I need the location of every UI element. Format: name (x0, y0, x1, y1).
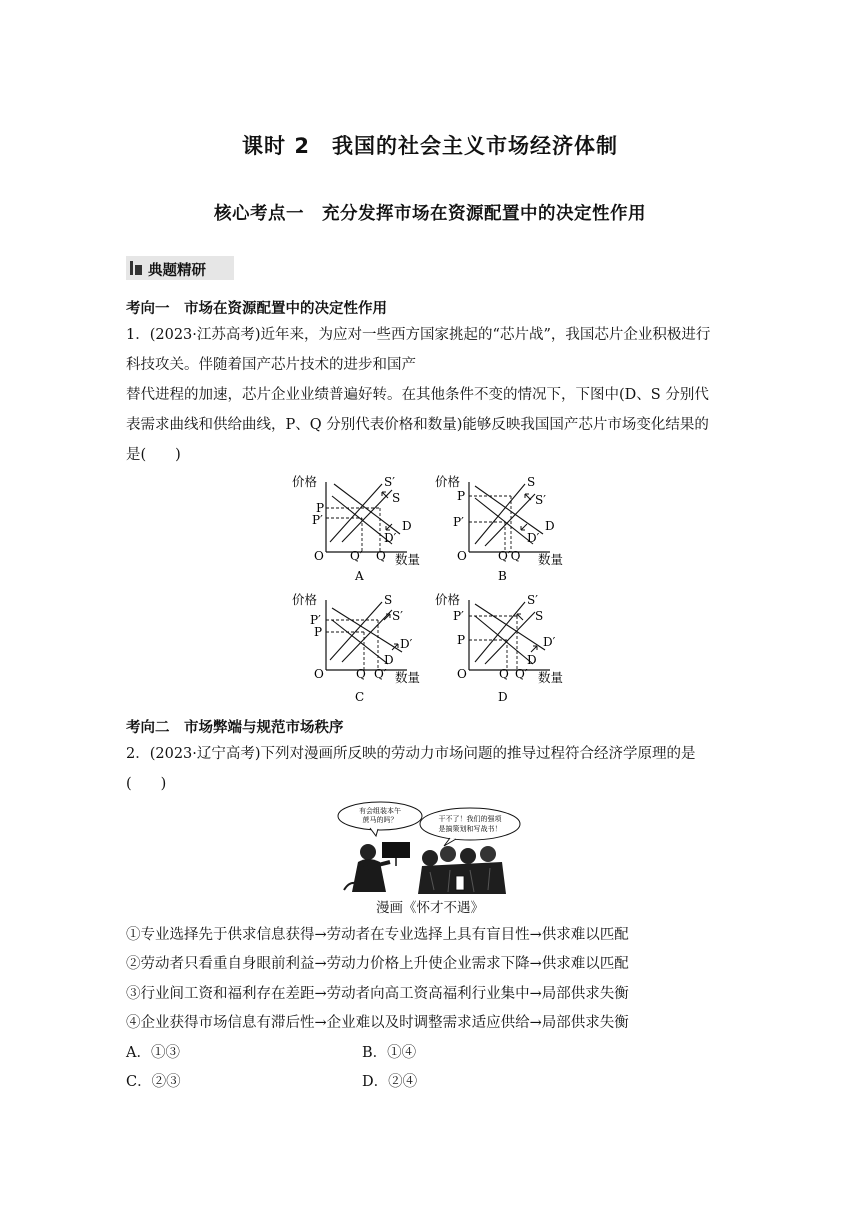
statement-item: ①专业选择先于供求信息获得→劳动者在专业选择上具有盲目性→供求难以匹配 (126, 927, 629, 943)
y-tick: P′ (453, 515, 464, 529)
x-tick: Q (499, 667, 509, 681)
y-axis-label: 价格 (292, 474, 318, 489)
bubble-right-text: 是搞策划和写战书！ (438, 825, 502, 833)
x-tick: Q (376, 549, 386, 563)
x-axis-label: 数量 (395, 552, 421, 567)
direction-one-heading: 考向一 市场在资源配置中的决定性作用 (126, 301, 387, 317)
curve-label: S (535, 609, 544, 623)
option-a[interactable]: A．①③ (126, 1045, 180, 1061)
q2-line: 2．(2023·辽宁高考)下列对漫画所反映的劳动力市场问题的推导过程符合经济学原理的是 (126, 746, 696, 762)
option-b[interactable]: B．①④ (362, 1045, 417, 1061)
curve-label: S′ (527, 593, 538, 607)
q1-line: 是( ) (126, 447, 181, 463)
x-tick: Q′Q (498, 549, 521, 563)
origin-label: O (457, 667, 467, 681)
statement-item: ②劳动者只看重自身眼前利益→劳动力价格上升使企业需求下降→供求难以匹配 (126, 956, 629, 972)
graph-label: C (355, 690, 365, 704)
y-tick: P′ (453, 609, 464, 623)
q1-line: 1．(2023·江苏高考)近年来，为应对一些西方国家挑起的“芯片战”，我国芯片企业积极进行 (126, 327, 711, 343)
badge-label: 典题精研 (148, 263, 206, 279)
badge-icon (130, 261, 142, 275)
x-tick: Q′ (374, 667, 387, 681)
curve-label: S (527, 475, 536, 489)
y-tick: P (457, 633, 466, 647)
curve-label: S′ (535, 493, 546, 507)
section-badge (126, 256, 234, 280)
bubble-left-text: 蔗马的吗？ (362, 816, 398, 824)
curve-label: S (392, 491, 401, 505)
statement-item: ③行业间工资和福利存在差距→劳动者向高工资高福利行业集中→局部供求失衡 (126, 986, 629, 1002)
curve-label: S′ (384, 475, 395, 489)
y-tick: P (457, 489, 466, 503)
curve-label: D′ (527, 531, 540, 545)
graph-label: D (498, 690, 508, 704)
section-title: 核心考点一 充分发挥市场在资源配置中的决定性作用 (214, 204, 646, 224)
graph-b (435, 472, 575, 582)
cartoon-image (330, 800, 530, 896)
q1-line: 表需求曲线和供给曲线，P、Q 分别代表价格和数量)能够反映我国国产芯片市场变化结果的 (126, 417, 709, 433)
y-axis-label: 价格 (435, 592, 461, 607)
origin-label: O (314, 549, 324, 563)
graph-c (292, 590, 432, 705)
origin-label: O (457, 549, 467, 563)
y-axis-label: 价格 (292, 592, 318, 607)
curve-label: D′ (400, 637, 413, 651)
curve-label: D (545, 519, 555, 533)
statement-item: ④企业获得市场信息有滞后性→企业难以及时调整需求适应供给→局部供求失衡 (126, 1015, 629, 1031)
curve-label: S′ (392, 609, 403, 623)
x-axis-label: 数量 (538, 670, 564, 685)
origin-label: O (314, 667, 324, 681)
graph-label: B (498, 569, 507, 582)
graph-d (435, 590, 575, 705)
x-tick: Q′ (350, 549, 363, 563)
curve-label: D′ (384, 531, 397, 545)
y-tick: P (316, 501, 325, 515)
y-tick: P′ (310, 613, 321, 627)
x-axis-label: 数量 (395, 670, 421, 685)
x-tick: Q (356, 667, 366, 681)
cartoon-caption: 漫画《怀才不遇》 (376, 900, 484, 916)
q1-line: 替代进程的加速，芯片企业业绩普遍好转。在其他条件不变的情况下，下图中(D、S 分别代 (126, 387, 709, 403)
curve-label: D (527, 653, 537, 667)
lesson-title: 课时 2 我国的社会主义市场经济体制 (242, 134, 618, 158)
x-axis-label: 数量 (538, 552, 564, 567)
graph-a (292, 472, 432, 582)
bubble-right-text: 干不了！我们的强项 (438, 815, 502, 823)
bubble-left-text: 有会组装本午 (359, 807, 401, 815)
option-c[interactable]: C．②③ (126, 1074, 181, 1090)
q1-line: 科技攻关。伴随着国产芯片技术的进步和国产 (126, 357, 416, 373)
graph-label: A (355, 569, 364, 582)
x-tick: Q′ (515, 667, 528, 681)
y-axis-label: 价格 (435, 474, 461, 489)
curve-label: D′ (543, 635, 556, 649)
y-tick: P′ (312, 513, 323, 527)
curve-label: S (384, 593, 393, 607)
option-d[interactable]: D．②④ (362, 1074, 418, 1090)
direction-two-heading: 考向二 市场弊端与规范市场秩序 (126, 720, 344, 736)
q2-line: ( ) (126, 776, 167, 792)
curve-label: D (402, 519, 412, 533)
y-tick: P (314, 625, 323, 639)
curve-label: D (384, 653, 394, 667)
